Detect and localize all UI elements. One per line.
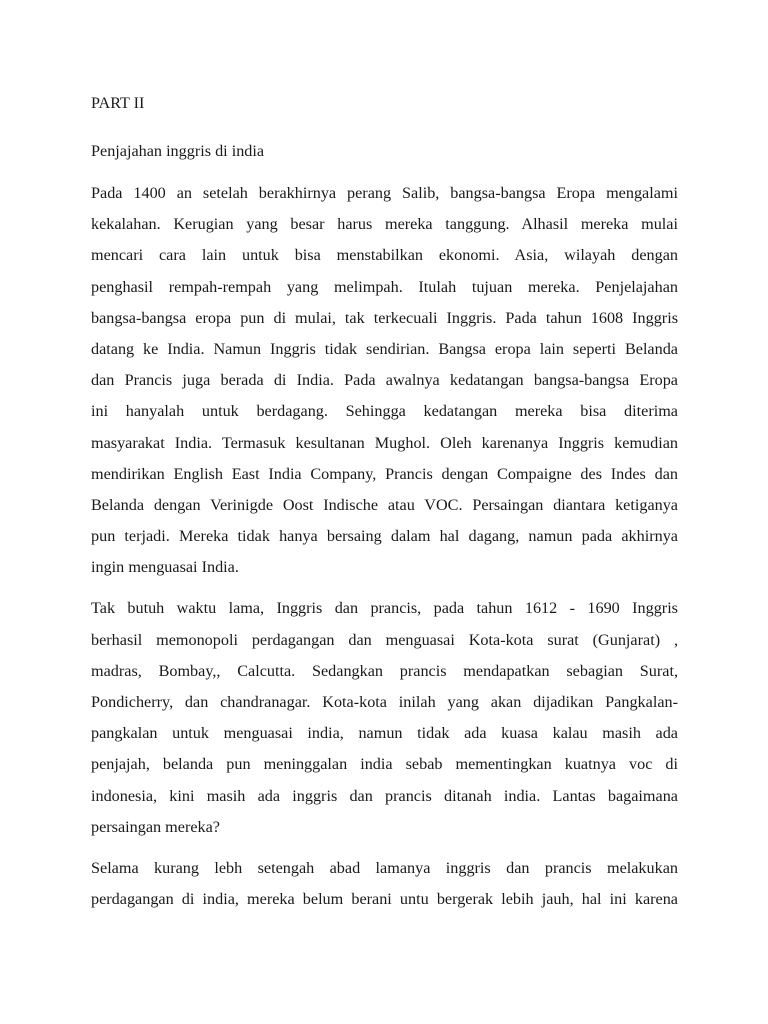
text-line: dan Prancis juga berada di India. Pada awalnya kedatangan bangsa-bangsa Eropa xyxy=(91,371,678,390)
text-line: penjajah, belanda pun meninggalan india sebab mementingkan kuatnya voc di xyxy=(91,755,678,774)
text-line: perdagangan di india, mereka belum berani untu bergerak lebih jauh, hal ini karena xyxy=(91,890,678,909)
section-heading: PART II xyxy=(91,94,145,112)
text-line: madras, Bombay,, Calcutta. Sedangkan prancis mendapatkan sebagian Surat, xyxy=(91,661,678,680)
paragraph-1 xyxy=(91,178,678,583)
text-line: mencari cara lain untuk bisa menstabilkan ekonomi. Asia, wilayah dengan xyxy=(91,246,678,265)
section-title: Penjajahan inggris di india xyxy=(91,142,265,160)
text-line: kekalahan. Kerugian yang besar harus mereka tanggung. Alhasil mereka mulai xyxy=(91,215,678,234)
text-line: datang ke India. Namun Inggris tidak sendirian. Bangsa eropa lain seperti Belanda xyxy=(91,339,678,358)
text-line: Pada 1400 an setelah berakhirnya perang Salib, bangsa-bangsa Eropa mengalami xyxy=(91,184,678,202)
paragraph-3 xyxy=(91,853,678,915)
text-line: Selama kurang lebh setengah abad lamanya inggris dan prancis melakukan xyxy=(91,858,678,877)
text-line: masyarakat India. Termasuk kesultanan Mughol. Oleh karenanya Inggris kemudian xyxy=(91,433,678,452)
document-body xyxy=(91,88,678,915)
text-line: pangkalan untuk menguasai india, namun tidak ada kuasa kalau masih ada xyxy=(91,724,678,743)
text-line: Belanda dengan Verinigde Oost Indische atau VOC. Persaingan diantara ketiganya xyxy=(91,495,678,514)
text-line: Pondicherry, dan chandranagar. Kota-kota inilah yang akan dijadikan Pangkalan- xyxy=(91,693,678,711)
text-line: pun terjadi. Mereka tidak hanya bersaing dalam hal dagang, namun pada akhirnya xyxy=(91,527,678,546)
text-line: Tak butuh waktu lama, Inggris dan prancis, pada tahun 1612 - 1690 Inggris xyxy=(91,599,678,618)
text-line: penghasil rempah-rempah yang melimpah. Itulah tujuan mereka. Penjelajahan xyxy=(91,277,678,296)
text-line: ini hanyalah untuk berdagang. Sehingga kedatangan mereka bisa diterima xyxy=(91,402,678,421)
text-line: bangsa-bangsa eropa pun di mulai, tak terkecuali Inggris. Pada tahun 1608 Inggris xyxy=(91,308,678,327)
paragraph-2 xyxy=(91,593,678,843)
text-line: persaingan mereka? xyxy=(91,817,220,836)
text-line: berhasil memonopoli perdagangan dan menguasai Kota-kota surat (Gunjarat) , xyxy=(91,630,678,649)
text-line: mendirikan English East India Company, Prancis dengan Compaigne des Indes dan xyxy=(91,464,678,483)
text-line: indonesia, kini masih ada inggris dan prancis ditanah india. Lantas bagaimana xyxy=(91,786,678,805)
text-line: ingin menguasai India. xyxy=(91,558,239,577)
